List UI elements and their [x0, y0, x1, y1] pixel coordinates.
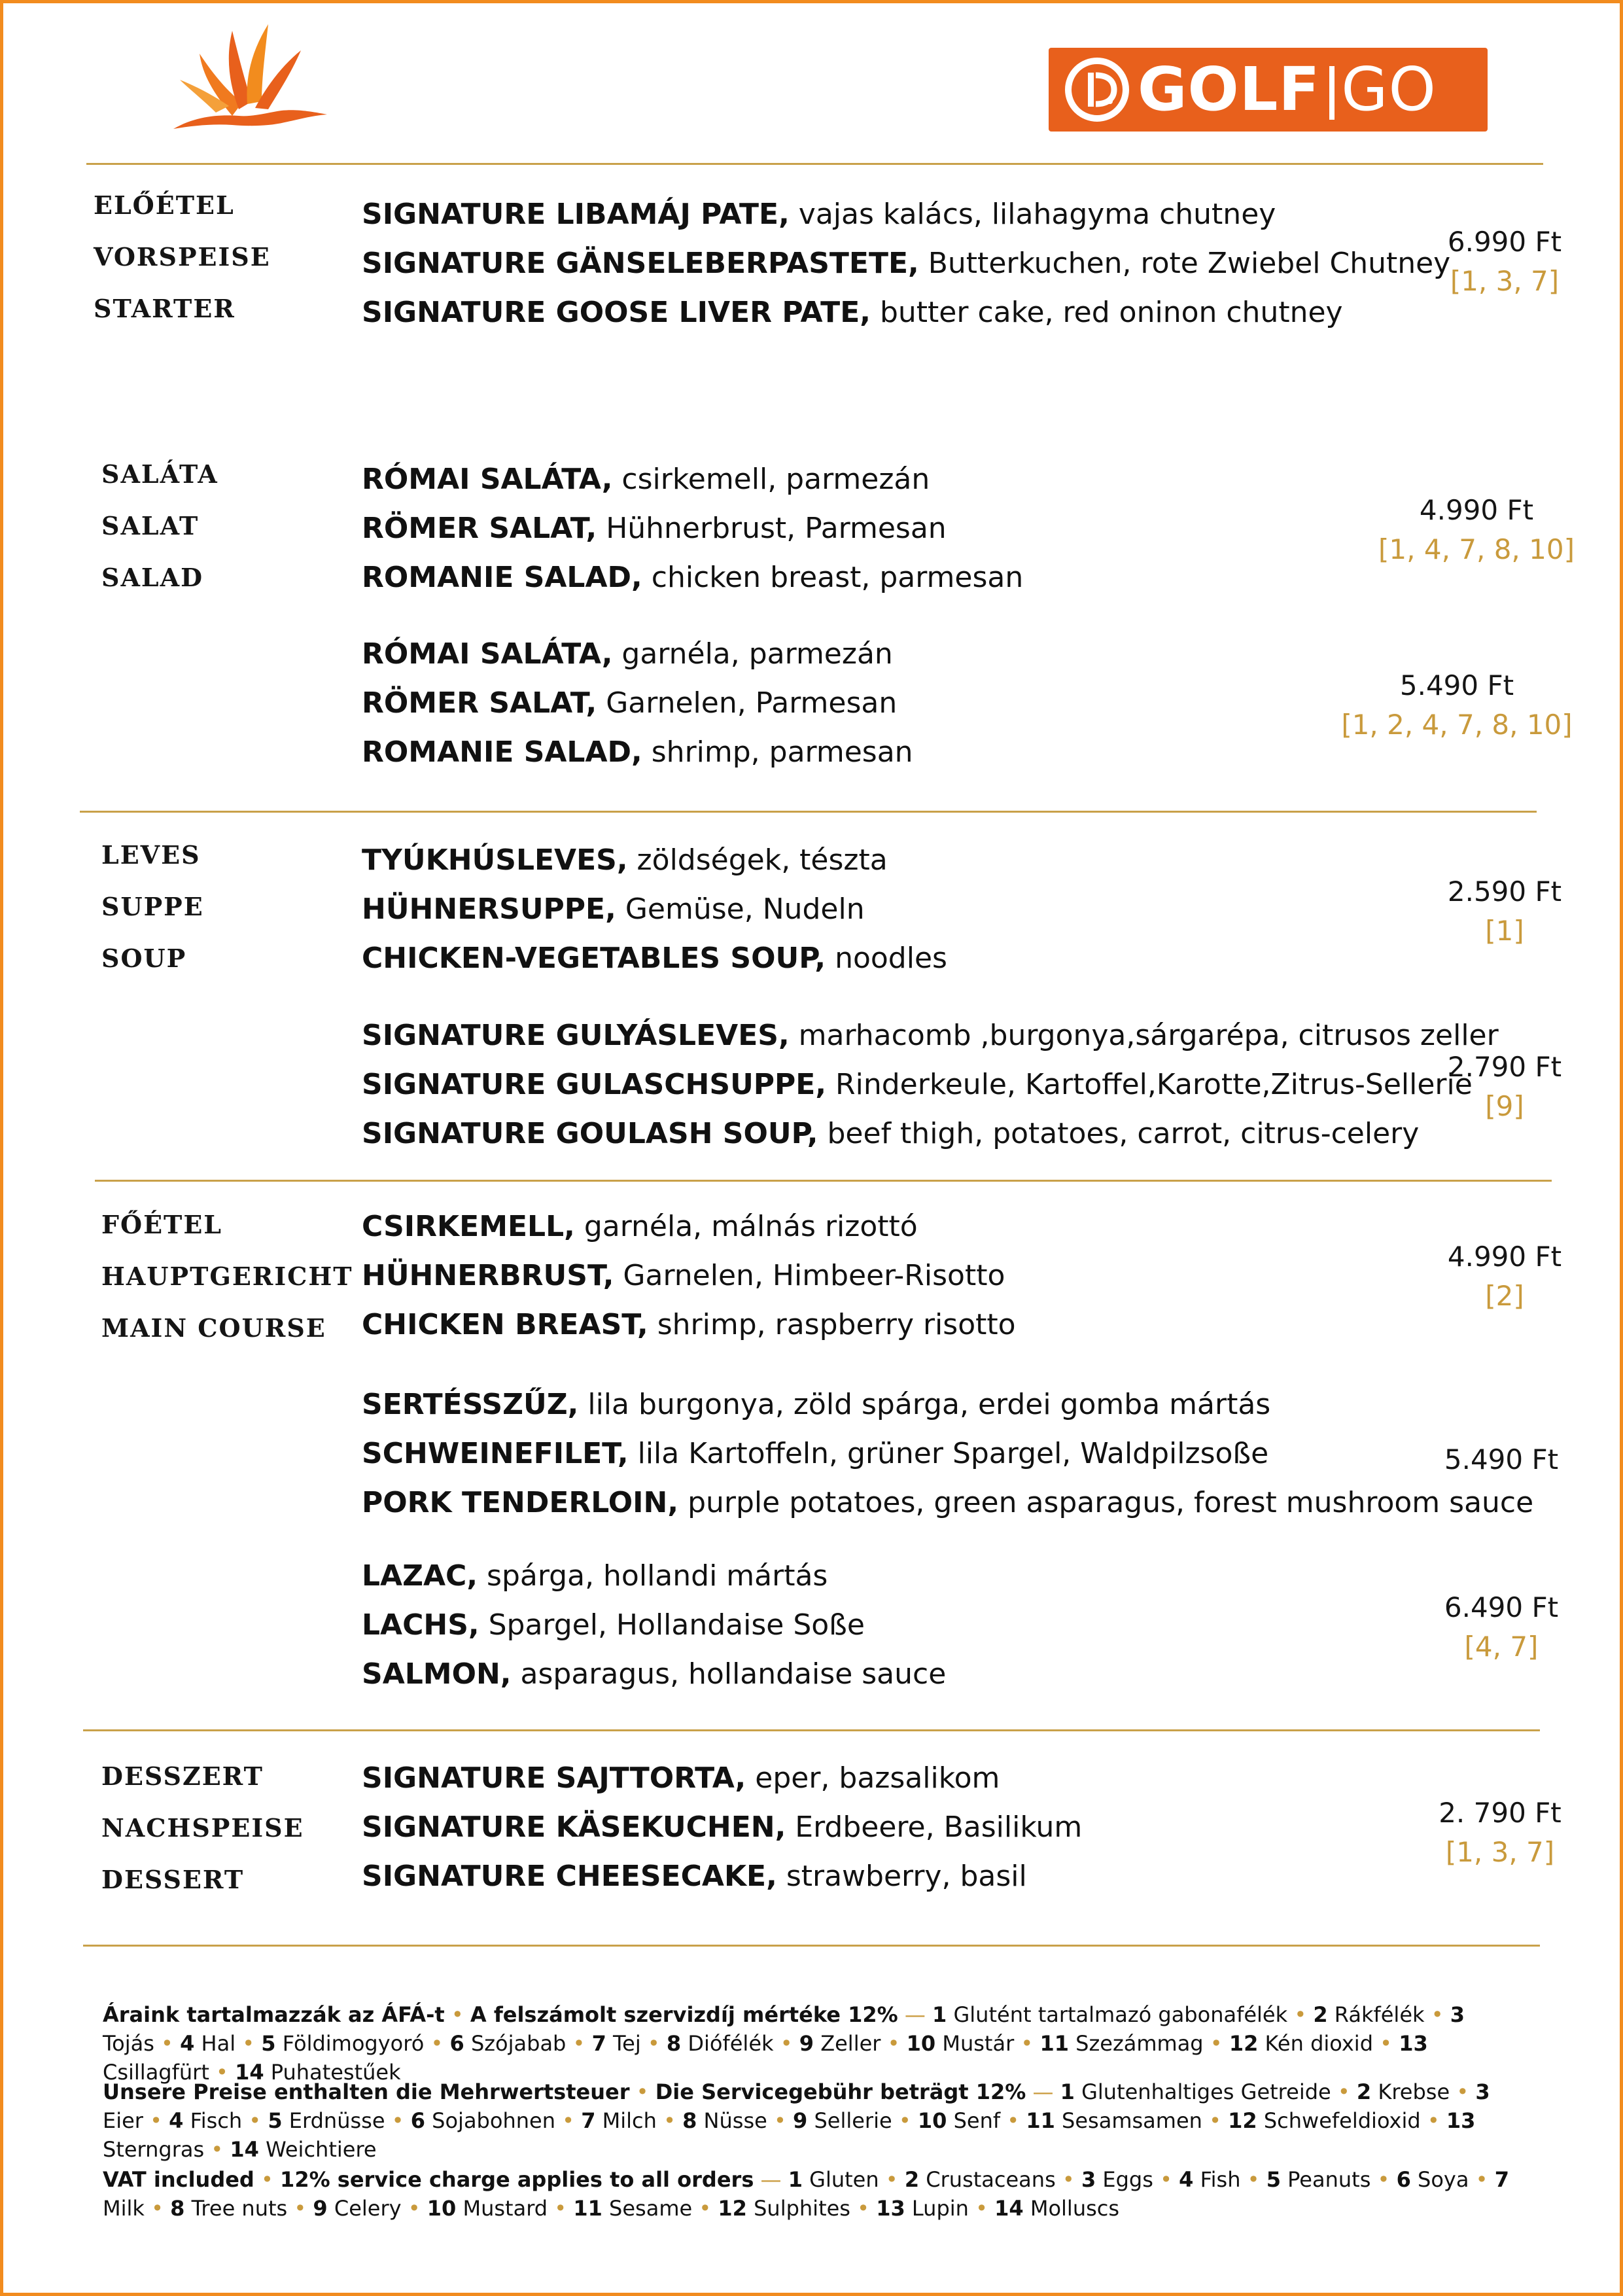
divider [80, 811, 1537, 813]
dish-goulash-soup [362, 1011, 1499, 1158]
allergen-item: 1 Gluten [788, 2167, 879, 2192]
allergen-item: 14 Molluscs [994, 2196, 1120, 2221]
price-block [1363, 1793, 1623, 1872]
allergen-item: 7 Milk [103, 2167, 1509, 2221]
allergen-item: 2 Krebse [1356, 2079, 1450, 2104]
footer-de [103, 2077, 1522, 2164]
dish-line: SIGNATURE KÄSEKUCHEN, Erdbeere, Basilikum [362, 1810, 1083, 1844]
allergen-item: 7 Milch [581, 2108, 657, 2133]
category-labels-soup [101, 829, 204, 984]
price: 2. 790 Ft [1439, 1797, 1562, 1829]
bullet: • [640, 2031, 667, 2056]
bullet: • [254, 2167, 281, 2192]
price-block [1367, 872, 1623, 951]
price: 4.990 Ft [1447, 1241, 1562, 1273]
bullet: • [656, 2108, 683, 2133]
dish-line: SIGNATURE GOULASH SOUP, beef thigh, potatoes, carrot, citrus-celery [362, 1117, 1420, 1150]
allergen-item: 13 Lupin [876, 2196, 969, 2221]
allergen-item: 9 Zeller [799, 2031, 881, 2056]
bird-logo-icon [170, 18, 330, 134]
dish-line: SERTÉSSZŰZ, lila burgonya, zöld spárga, erdei gomba mártás [362, 1388, 1271, 1421]
price-block [1367, 1237, 1623, 1316]
allergen-item: 1 Glutént tartalmazó gabonafélék [932, 2002, 1288, 2027]
bullet: • [444, 2002, 470, 2027]
bullet: • [1000, 2108, 1026, 2133]
bullet: • [424, 2031, 450, 2056]
footer-service-note: 12% service charge applies to all orders [280, 2167, 754, 2192]
dish-line: SIGNATURE GÄNSELEBERPASTETE, Butterkuchen, rote Zwiebel Chutney [362, 247, 1451, 280]
bullet: • [850, 2196, 877, 2221]
allergen-item: 9 Celery [313, 2196, 402, 2221]
price: 2.590 Ft [1447, 875, 1562, 908]
dish-line: SIGNATURE LIBAMÁJ PATE, vajas kalács, lilahagyma chutney [362, 198, 1276, 231]
bullet: • [154, 2031, 181, 2056]
allergens: [2] [1485, 1280, 1524, 1312]
dish-line: RÓMAI SALÁTA, csirkemell, parmezán [362, 463, 930, 496]
price: 4.990 Ft [1419, 494, 1534, 526]
bullet: • [143, 2108, 169, 2133]
category-label: SUPPE [101, 892, 204, 921]
allergen-item: 7 Tej [591, 2031, 641, 2056]
bullet: • [548, 2196, 574, 2221]
category-labels-starter [94, 179, 271, 334]
dish-line: CHICKEN-VEGETABLES SOUP, noodles [362, 942, 947, 975]
bullet: • [1373, 2031, 1399, 2056]
divider [83, 1945, 1540, 1947]
bullet: • [1287, 2002, 1314, 2027]
price-block [1367, 222, 1623, 301]
allergen-item: 14 Puhatestűek [235, 2060, 401, 2085]
price-block [1339, 491, 1614, 569]
dish-line: SIGNATURE GULYÁSLEVES, marhacomb ,burgonya,sárgarépa, citrusos zeller [362, 1019, 1499, 1052]
allergens: [1, 4, 7, 8, 10] [1378, 533, 1575, 565]
bullet: • [1370, 2167, 1397, 2192]
allergen-item: 6 Szójabab [449, 2031, 567, 2056]
dish-line: LAZAC, spárga, hollandi mártás [362, 1559, 828, 1593]
bullet: • [767, 2108, 794, 2133]
bullet: • [401, 2196, 427, 2221]
bullet: • [1424, 2002, 1450, 2027]
footer-service-note: Die Servicegebühr beträgt 12% [655, 2079, 1026, 2104]
footer-vat-note: Unsere Preise enthalten die Mehrwertsteuer [103, 2079, 630, 2104]
allergen-item: 5 Peanuts [1266, 2167, 1371, 2192]
bullet: • [968, 2196, 995, 2221]
allergen-item: 8 Diófélék [666, 2031, 774, 2056]
category-label: LEVES [101, 840, 201, 870]
price-block [1364, 1588, 1623, 1667]
allergens: [1, 2, 4, 7, 8, 10] [1341, 709, 1573, 741]
allergen-item: 3 Tojás [103, 2002, 1465, 2056]
dish-line: ROMANIE SALAD, shrimp, parmesan [362, 735, 913, 769]
dish-line: SIGNATURE GULASCHSUPPE, Rinderkeule, Kartoffel,Karotte,Zitrus-Sellerie [362, 1068, 1473, 1101]
divider [83, 1729, 1540, 1731]
category-label: SOUP [101, 944, 187, 973]
bullet: • [1420, 2108, 1446, 2133]
category-label: DESSERT [101, 1865, 245, 1894]
dish-line: CHICKEN BREAST, shrimp, raspberry risotto [362, 1308, 1016, 1341]
footer-service-note: A felszámolt szervizdíj mértéke 12% [470, 2002, 898, 2027]
bullet: • [879, 2167, 905, 2192]
allergen-item: 10 Mustard [427, 2196, 548, 2221]
category-label: FŐÉTEL [101, 1210, 223, 1239]
bullet: • [1203, 2031, 1229, 2056]
footer-vat-note: Áraink tartalmazzák az ÁFÁ-t [103, 2002, 445, 2027]
allergens: [1, 3, 7] [1445, 1836, 1555, 1868]
bullet: • [209, 2060, 236, 2085]
dish-line: SIGNATURE CHEESECAKE, strawberry, basil [362, 1860, 1027, 1893]
bullet: • [385, 2108, 411, 2133]
dish-roman-salad-chicken [362, 455, 1023, 602]
allergen-item: 5 Erdnüsse [268, 2108, 385, 2133]
footer-en [103, 2165, 1522, 2223]
dish-line: RÓMAI SALÁTA, garnéla, parmezán [362, 637, 893, 671]
allergens: [9] [1485, 1090, 1524, 1122]
dish-chicken-soup [362, 836, 947, 983]
category-label: ELŐÉTEL [94, 190, 235, 220]
allergens: [4, 7] [1464, 1631, 1539, 1663]
bullet: • [287, 2196, 313, 2221]
bullet: • [242, 2108, 268, 2133]
category-label: STARTER [94, 294, 236, 323]
allergen-item: 12 Kén dioxid [1229, 2031, 1373, 2056]
price-block [1367, 1048, 1623, 1126]
bullet: • [1331, 2079, 1357, 2104]
category-label: MAIN COURSE [101, 1313, 326, 1343]
category-labels-salad [101, 448, 218, 603]
category-label: DESSZERT [101, 1761, 264, 1791]
bullet: • [1014, 2031, 1040, 2056]
separator: — [754, 2167, 788, 2192]
footer-hu [103, 2000, 1522, 2087]
category-label: SALAT [101, 511, 200, 540]
footer-vat-note: VAT included [103, 2167, 254, 2192]
bullet: • [692, 2196, 718, 2221]
allergen-item: 13 Sterngras [103, 2108, 1476, 2162]
bullet: • [204, 2137, 230, 2162]
allergen-item: 6 Sojabohnen [410, 2108, 555, 2133]
bullet: • [1469, 2167, 1495, 2192]
price-block [1319, 666, 1594, 745]
dish-line: ROMANIE SALAD, chicken breast, parmesan [362, 561, 1024, 594]
golfigo-wordmark: GOLF GO [1138, 54, 1437, 124]
category-label: HAUPTGERICHT [101, 1262, 353, 1291]
dish-line: SIGNATURE GOOSE LIVER PATE, butter cake, red oninon chutney [362, 296, 1343, 329]
category-label: VORSPEISE [94, 242, 271, 272]
dish-line: HÜHNERSUPPE, Gemüse, Nudeln [362, 892, 865, 926]
allergen-item: 2 Crustaceans [904, 2167, 1056, 2192]
divider [95, 1180, 1552, 1182]
category-label: SALAD [101, 563, 204, 592]
golfigo-logo [1049, 48, 1488, 132]
allergen-item: 3 Eier [103, 2079, 1490, 2133]
allergen-item: 12 Schwefeldioxid [1228, 2108, 1421, 2133]
dish-goose-liver-pate [362, 190, 1450, 337]
bullet: • [144, 2196, 171, 2221]
allergen-item: 10 Mustár [906, 2031, 1015, 2056]
dish-line: HÜHNERBRUST, Garnelen, Himbeer-Risotto [362, 1259, 1005, 1292]
dish-salmon [362, 1551, 946, 1699]
price-block [1364, 1440, 1623, 1479]
dish-cheesecake [362, 1754, 1082, 1901]
dish-line: SIGNATURE SAJTTORTA, eper, bazsalikom [362, 1761, 1000, 1795]
separator: — [1026, 2079, 1060, 2104]
allergen-item: 1 Glutenhaltiges Getreide [1060, 2079, 1331, 2104]
allergen-item: 6 Soya [1396, 2167, 1469, 2192]
bullet: • [1202, 2108, 1229, 2133]
allergen-item: 8 Nüsse [682, 2108, 767, 2133]
price: 6.990 Ft [1447, 226, 1562, 258]
allergen-item: 13 Csillagfürt [103, 2031, 1428, 2085]
price: 5.490 Ft [1444, 1443, 1559, 1475]
dish-line: LACHS, Spargel, Hollandaise Soße [362, 1608, 865, 1642]
allergen-item: 10 Senf [917, 2108, 1001, 2133]
allergen-item: 4 Fisch [169, 2108, 243, 2133]
separator: — [898, 2002, 933, 2027]
allergen-item: 12 Sulphites [718, 2196, 850, 2221]
allergen-item: 2 Rákfélék [1313, 2002, 1425, 2027]
dish-chicken-breast [362, 1202, 1016, 1349]
allergen-item: 4 Fish [1179, 2167, 1241, 2192]
bullet: • [892, 2108, 918, 2133]
bullet: • [566, 2031, 592, 2056]
bullet: • [555, 2108, 582, 2133]
allergen-item: 5 Földimogyoró [261, 2031, 425, 2056]
category-label: SALÁTA [101, 459, 218, 489]
bullet: • [1153, 2167, 1179, 2192]
dish-line: RÖMER SALAT, Hühnerbrust, Parmesan [362, 512, 947, 545]
bullet: • [1055, 2167, 1081, 2192]
dish-roman-salad-shrimp [362, 629, 913, 777]
bullet: • [1240, 2167, 1266, 2192]
allergen-item: 11 Sesame [573, 2196, 693, 2221]
price: 6.490 Ft [1444, 1591, 1559, 1623]
category-labels-dessert [101, 1750, 304, 1905]
allergen-item: 4 Hal [180, 2031, 236, 2056]
bullet: • [1450, 2079, 1476, 2104]
price: 5.490 Ft [1399, 669, 1514, 701]
category-labels-main-course [101, 1199, 353, 1354]
golf-ball-icon [1063, 56, 1131, 124]
bullet: • [629, 2079, 655, 2104]
allergen-item: 11 Szezámmag [1039, 2031, 1204, 2056]
dish-pork-tenderloin [362, 1380, 1533, 1527]
allergen-item: 11 Sesamsamen [1026, 2108, 1202, 2133]
divider [86, 163, 1543, 165]
allergens: [1] [1485, 915, 1524, 947]
bullet: • [236, 2031, 262, 2056]
dish-line: TYÚKHÚSLEVES, zöldségek, tészta [362, 843, 888, 877]
bullet: • [773, 2031, 799, 2056]
dish-line: SALMON, asparagus, hollandaise sauce [362, 1657, 947, 1691]
dish-line: RÖMER SALAT, Garnelen, Parmesan [362, 686, 898, 720]
allergen-item: 3 Eggs [1081, 2167, 1153, 2192]
dish-line: CSIRKEMELL, garnéla, málnás rizottó [362, 1210, 918, 1243]
category-label: NACHSPEISE [101, 1813, 304, 1843]
dish-line: PORK TENDERLOIN, purple potatoes, green asparagus, forest mushroom sauce [362, 1486, 1534, 1519]
dish-line: SCHWEINEFILET, lila Kartoffeln, grüner Spargel, Waldpilzsoße [362, 1437, 1269, 1470]
allergen-item: 14 Weichtiere [230, 2137, 377, 2162]
allergen-item: 8 Tree nuts [170, 2196, 288, 2221]
bullet: • [881, 2031, 907, 2056]
allergen-item: 9 Sellerie [793, 2108, 892, 2133]
price: 2.790 Ft [1447, 1051, 1562, 1083]
allergens: [1, 3, 7] [1450, 265, 1560, 297]
